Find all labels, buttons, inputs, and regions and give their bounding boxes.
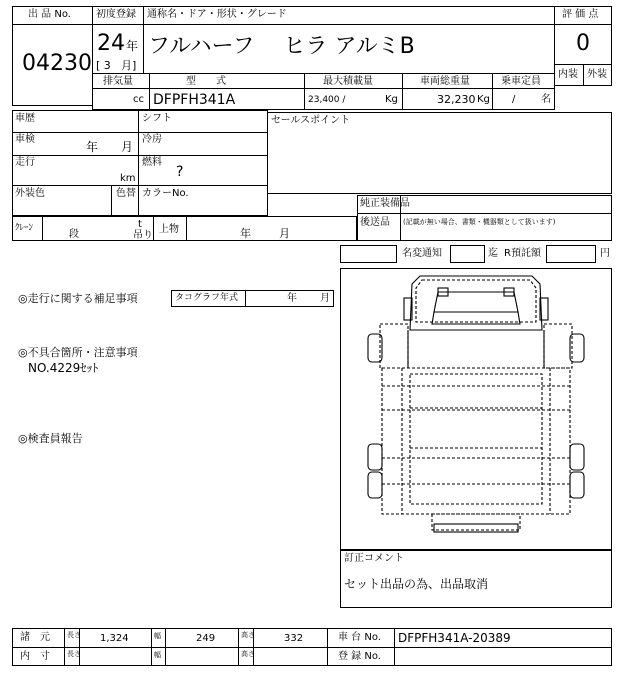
length-label: 長さ <box>67 631 81 639</box>
gross-weight-unit: Kg <box>477 94 490 105</box>
mileage-label: 走行 <box>15 157 35 168</box>
inner-length-label: 長さ <box>67 650 81 658</box>
height-label: 高さ <box>241 631 255 639</box>
inspector-report-label: ◎検査員報告 <box>18 432 83 445</box>
after-ship-label: 後送品 <box>360 217 390 228</box>
gross-weight-label: 車両総重量 <box>420 76 470 87</box>
capacity-label: 乗車定員 <box>501 76 541 87</box>
height-value: 332 <box>284 633 304 644</box>
yen-label: 円 <box>600 248 610 259</box>
upper-month: 月 <box>279 227 290 240</box>
lot-number: 04230 <box>22 51 92 76</box>
vehicle-name: フルハーフ ヒラ アルミB <box>148 34 415 59</box>
crane-row <box>12 216 357 241</box>
mileage-unit: km <box>120 173 136 184</box>
width-label: 幅 <box>154 632 161 640</box>
registration-month-close: 月] <box>121 59 137 72</box>
crane-ton: t <box>138 219 142 230</box>
name-change-field <box>450 245 485 263</box>
displacement-label: 排気量 <box>103 76 133 87</box>
crane-stage: 段 <box>69 229 79 240</box>
exterior-label: 外装 <box>587 69 607 80</box>
crane-hook: 吊り <box>133 230 153 241</box>
deposit-field <box>546 245 596 263</box>
max-load-label: 最大積載量 <box>323 76 373 87</box>
inspection-month: 月 <box>121 140 134 154</box>
registration-number-label: 登 録 No. <box>338 651 381 662</box>
registration-year-unit: 年 <box>126 39 139 53</box>
vehicle-details-grid <box>12 110 268 216</box>
crane-label: ｸﾚｰﾝ <box>15 223 34 233</box>
model-code: DFPFH341A <box>153 92 236 108</box>
inner-dimension-label: 内 寸 <box>20 651 50 662</box>
sales-point-label: セールスポイント <box>271 115 351 126</box>
tachograph-year: 年 <box>287 293 297 304</box>
shift-label: シフト <box>142 113 172 124</box>
inspection-year: 年 <box>86 140 99 154</box>
spec-label: 諸 元 <box>20 632 50 643</box>
correction-text: セット出品の為、出品取消 <box>344 577 489 591</box>
max-load-unit: Kg <box>385 94 398 105</box>
first-registration-label: 初度登録 <box>96 9 136 20</box>
displacement-unit: cc <box>133 94 144 105</box>
length-value: 1,324 <box>100 633 129 644</box>
history-label: 車歴 <box>15 113 35 124</box>
travel-notes-label: ◎走行に関する補足事項 <box>18 292 138 305</box>
capacity-separator: / <box>512 94 516 105</box>
upper-label: 上物 <box>159 224 179 235</box>
exterior-color-label: 外装色 <box>15 188 45 199</box>
rating-score: 0 <box>576 31 590 56</box>
inspection-label: 車検 <box>15 134 35 145</box>
rating-label: 評 価 点 <box>562 9 599 20</box>
registration-year: 24 <box>97 31 125 56</box>
notice-blank <box>340 245 397 263</box>
inner-width-label: 幅 <box>154 651 161 659</box>
width-value: 249 <box>196 633 216 644</box>
color-change-label: 色替 <box>116 188 136 199</box>
after-ship-note: (記載が無い場合、書類・機器類として扱います) <box>403 218 556 226</box>
chassis-label: 車 台 No. <box>338 632 381 643</box>
vehicle-name-label: 通称名・ドア・形状・グレード <box>147 9 287 20</box>
equipment-label: 純正装備品 <box>360 198 410 209</box>
tachograph-month: 月 <box>320 293 330 304</box>
truck-diagram <box>340 268 612 550</box>
registration-month-open: [ 3 <box>96 59 111 72</box>
chassis-number: DFPFH341A-20389 <box>398 631 511 645</box>
correction-label: 訂正コメント <box>344 553 404 564</box>
tachograph-label: タコグラフ年式 <box>175 293 239 303</box>
inner-height-label: 高さ <box>241 650 255 658</box>
defect-notes-label: ◎不具合箇所・注意事項 <box>18 346 138 359</box>
deadline-label: 迄 <box>488 248 498 259</box>
defect-notes-text: NO.4229ｾｯﾄ <box>28 361 99 375</box>
ac-label: 冷房 <box>142 134 162 145</box>
upper-year: 年 <box>240 227 251 240</box>
name-change-label: 名変通知 <box>402 248 442 259</box>
capacity-unit: 名 <box>541 94 551 105</box>
color-number-label: カラーNo. <box>142 188 189 199</box>
fuel-value: ? <box>176 164 184 180</box>
fuel-label: 燃料 <box>142 157 162 168</box>
interior-label: 内装 <box>558 69 578 80</box>
max-load-value: 23,400 / <box>308 95 346 105</box>
gross-weight-value: 32,230 <box>437 93 476 106</box>
lot-number-label: 出 品 No. <box>28 9 71 20</box>
deposit-label: R預託額 <box>504 248 541 259</box>
model-label: 型 式 <box>186 76 226 87</box>
